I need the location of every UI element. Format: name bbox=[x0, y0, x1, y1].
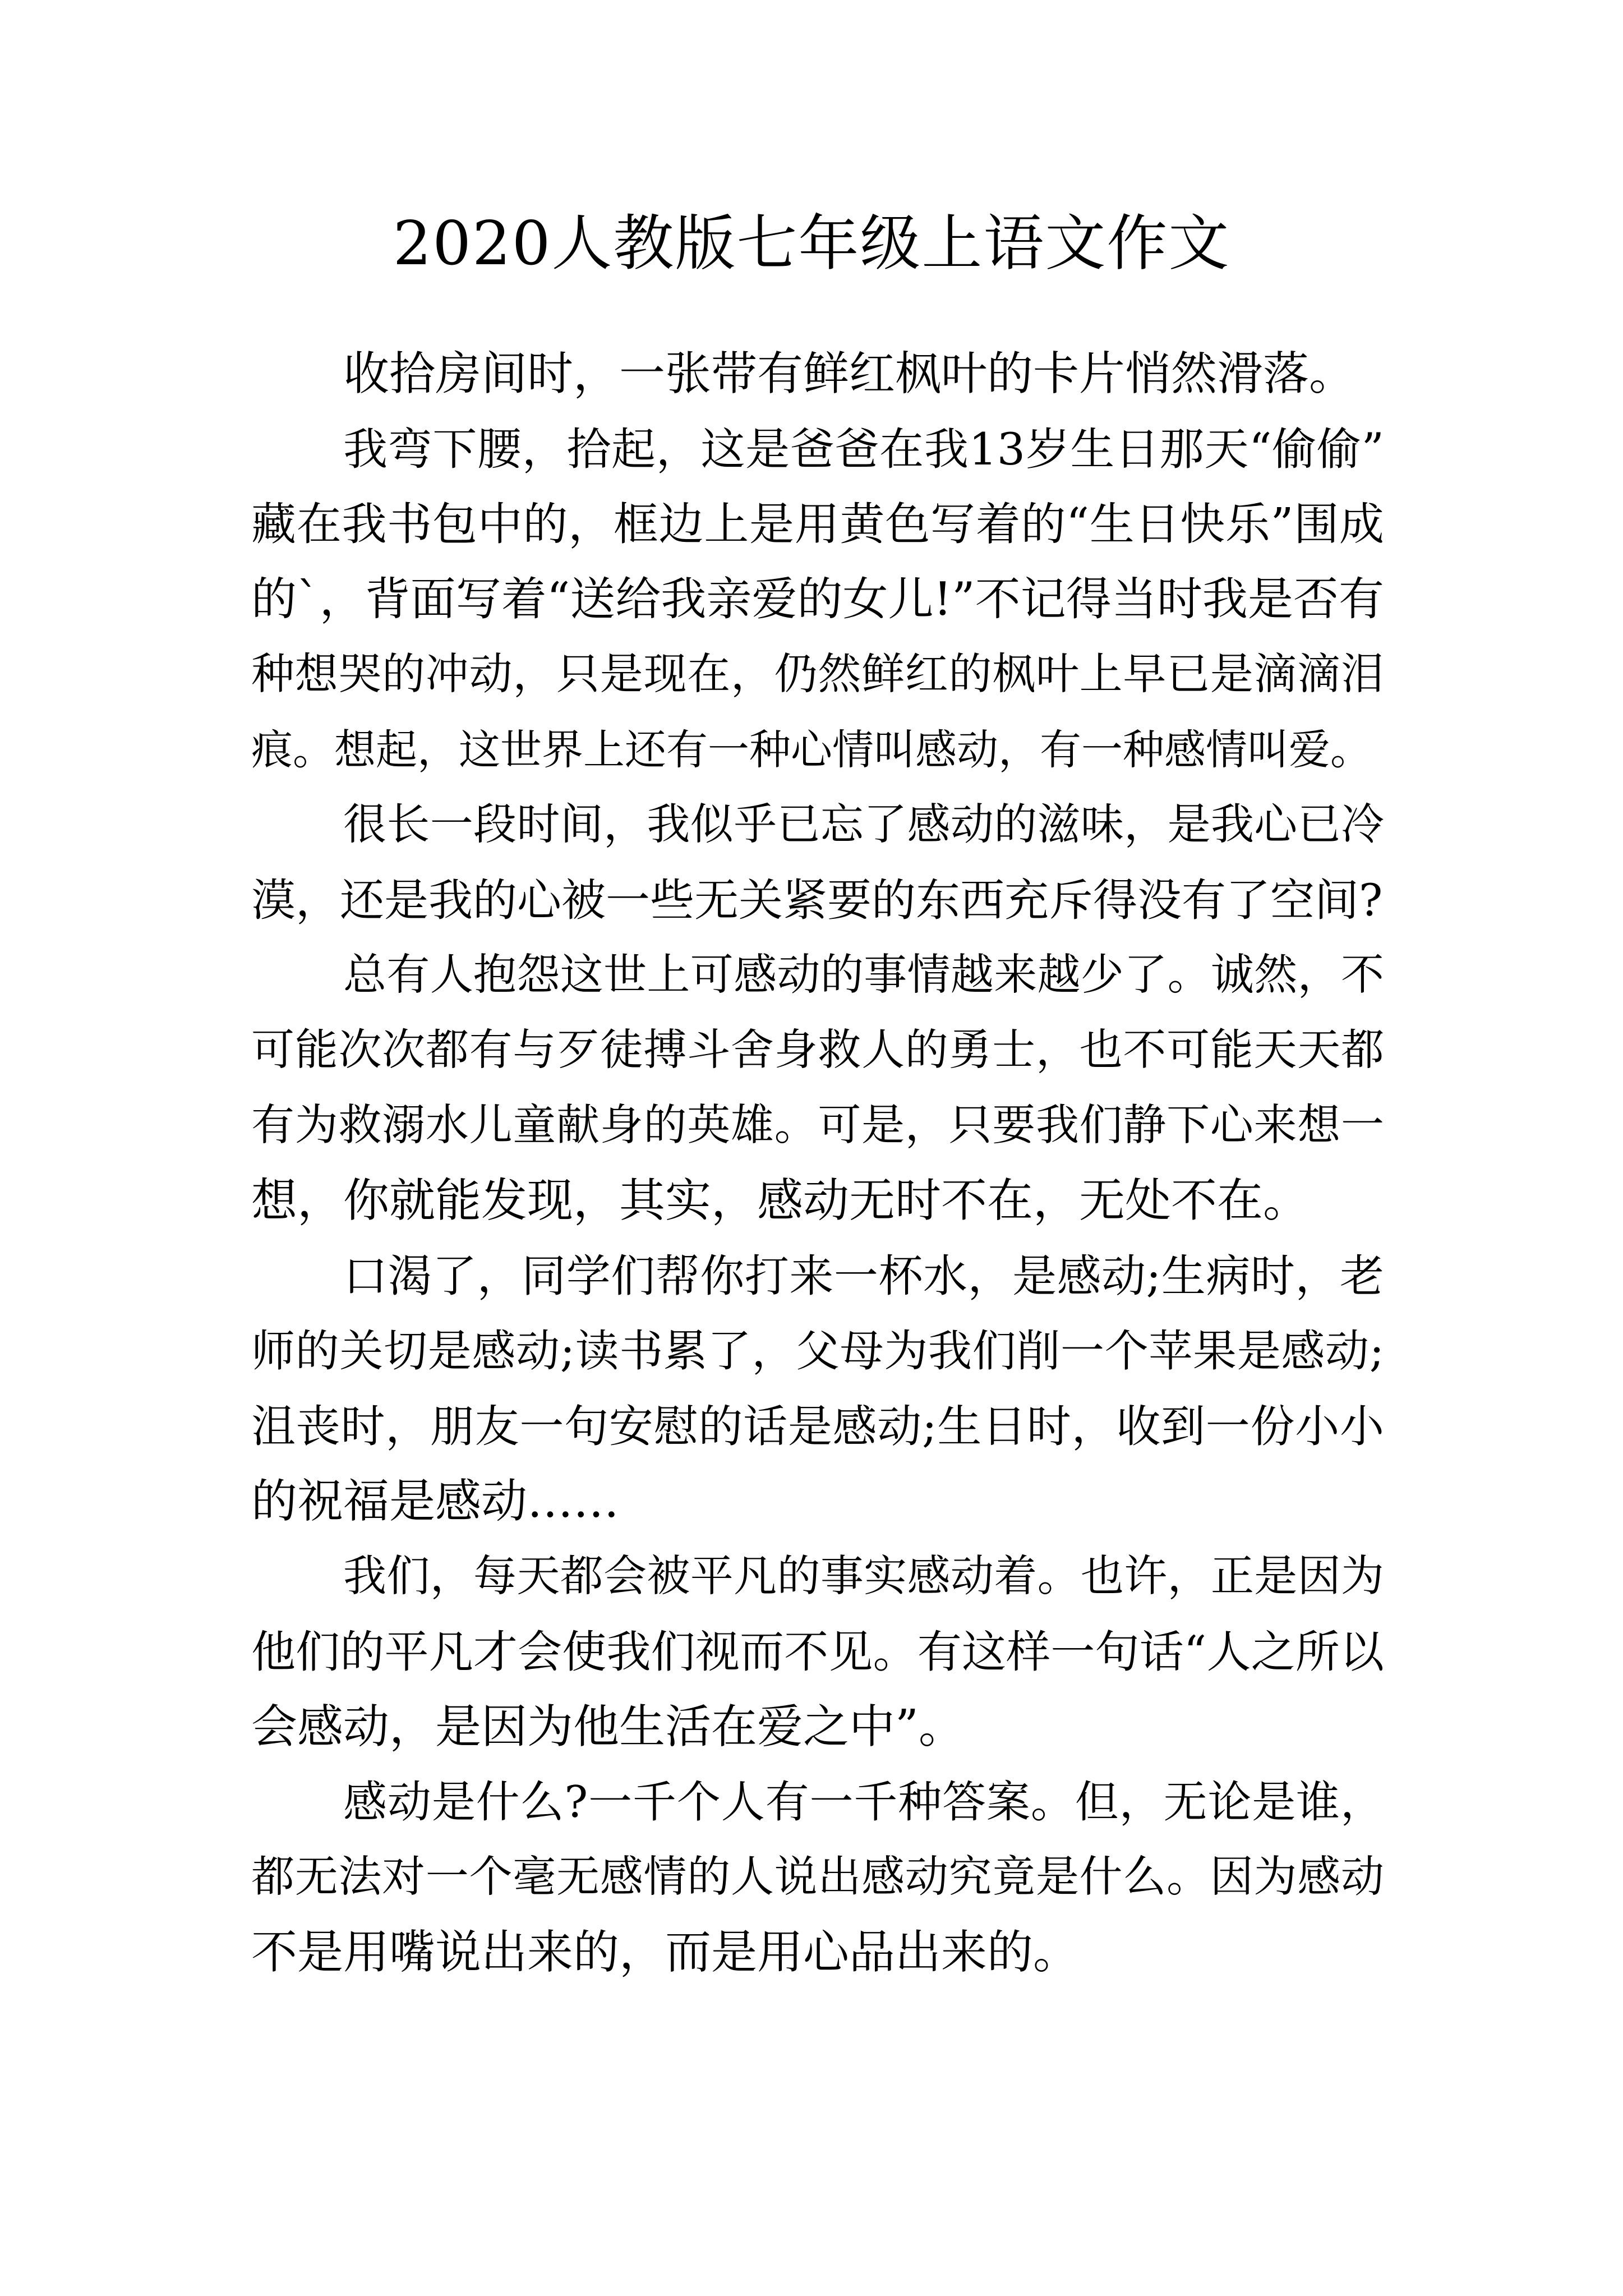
text-line: 总有人抱怨这世上可感动的事情越来越少了。诚然，不 bbox=[343, 950, 1384, 1000]
text-line: 沮丧时，朋友一句安慰的话是感动;生日时，收到一份小小 bbox=[251, 1401, 1384, 1452]
text-line: 藏在我书包中的，框边上是用黄色写着的“生日快乐”围成 bbox=[251, 498, 1384, 550]
text-line: 会感动，是因为他生活在爱之中”。 bbox=[251, 1700, 965, 1754]
text-line: 很长一段时间，我似乎已忘了感动的滋味，是我心已冷 bbox=[343, 800, 1384, 850]
text-line: 的`，背面写着“送给我亲爱的女儿!”不记得当时我是否有 bbox=[251, 573, 1384, 626]
text-line: 他们的平凡才会使我们视而不见。有这样一句话“人之所以 bbox=[251, 1626, 1384, 1678]
text-line: 种想哭的冲动，只是现在，仍然鲜红的枫叶上早已是滴滴泪 bbox=[251, 650, 1384, 700]
text-line: 收拾房间时，一张带有鲜红枫叶的卡片悄然滑落。 bbox=[343, 347, 1355, 401]
text-line: 可能次次都有与歹徒搏斗舍身救人的勇士，也不可能天天都 bbox=[251, 1025, 1384, 1075]
text-line: 痕。想起，这世界上还有一种心情叫感动，有一种感情叫爱。 bbox=[251, 726, 1372, 774]
text-line: 我们，每天都会被平凡的事实感动着。也许，正是因为 bbox=[343, 1552, 1384, 1602]
text-line: 我弯下腰，拾起，这是爸爸在我13岁生日那天“偷偷” bbox=[343, 424, 1384, 475]
text-line: 师的关切是感动;读书累了，父母为我们削一个苹果是感动; bbox=[251, 1326, 1384, 1377]
text-line: 的祝福是感动…… bbox=[251, 1475, 620, 1528]
text-line: 感动是什么?一千个人有一千种答案。但，无论是谁， bbox=[343, 1777, 1384, 1828]
text-line: 口渴了，同学们帮你打来一杯水，是感动;生病时，老 bbox=[343, 1250, 1384, 1302]
document-body bbox=[251, 337, 1384, 1990]
text-line: 不是用嘴说出来的，而是用心品出来的。 bbox=[251, 1926, 1080, 1979]
text-line: 想，你就能发现，其实，感动无时不在，无处不在。 bbox=[251, 1174, 1310, 1227]
document-title: 2020人教版七年级上语文作文 bbox=[393, 209, 1230, 279]
text-line: 有为救溺水儿童献身的英雄。可是，只要我们静下心来想一 bbox=[251, 1101, 1384, 1151]
text-line: 都无法对一个毫无感情的人说出感动究竟是什么。因为感动 bbox=[251, 1852, 1384, 1902]
text-line: 漠，还是我的心被一些无关紧要的东西充斥得没有了空间? bbox=[251, 875, 1383, 926]
